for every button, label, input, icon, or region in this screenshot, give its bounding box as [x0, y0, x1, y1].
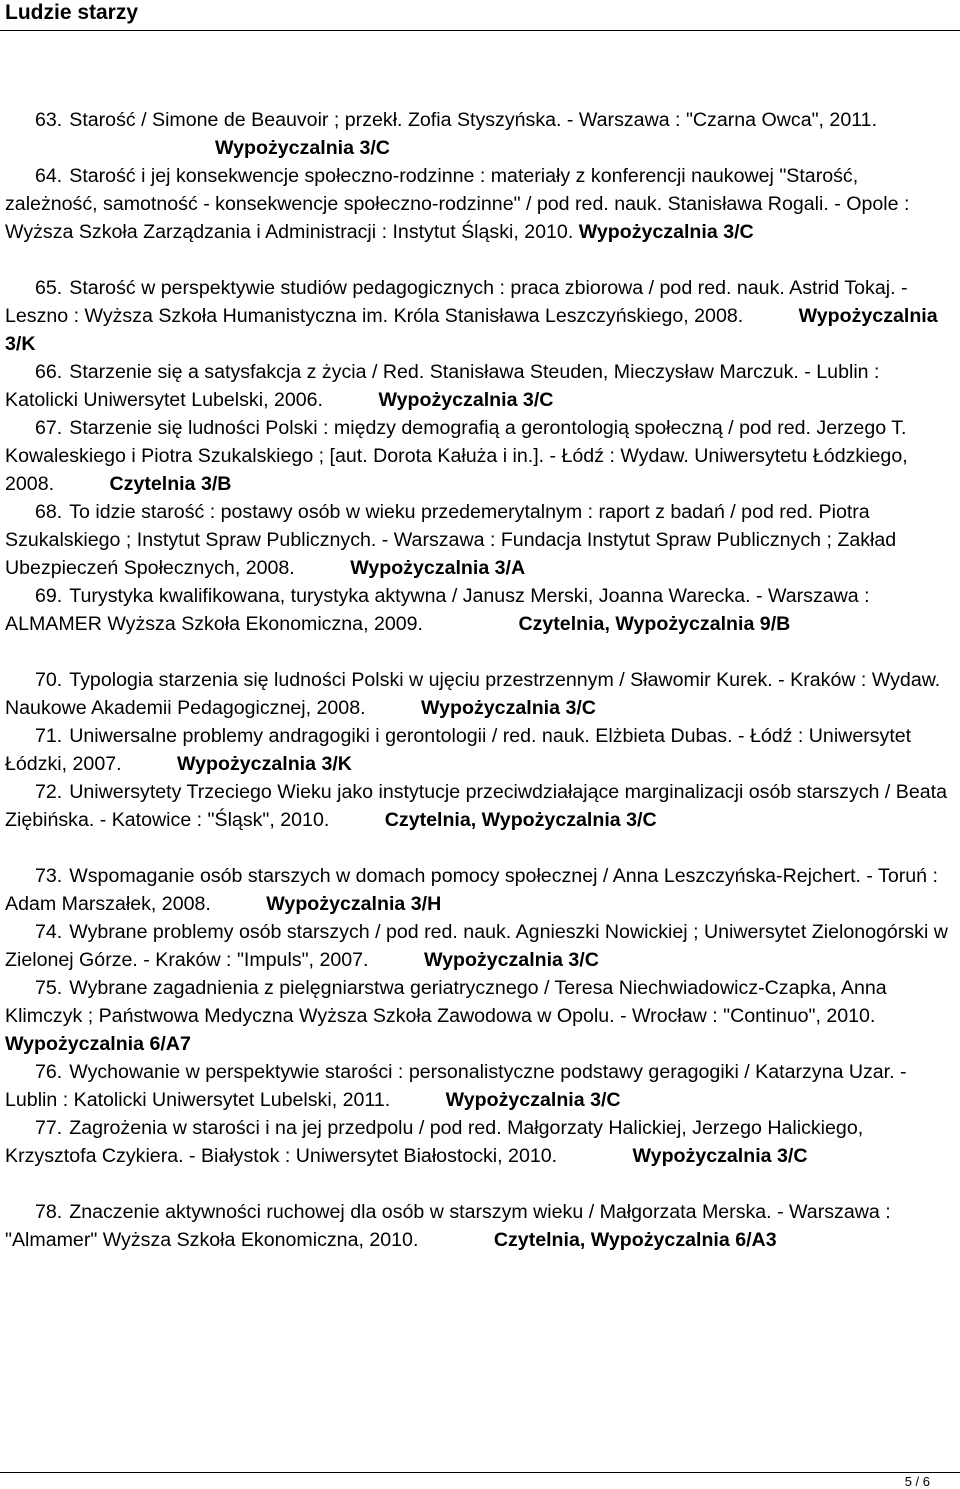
bibliography-entry — [5, 918, 950, 974]
entry-text: To idzie starość : postawy osób w wieku przedemerytalnym : raport z badań / pod red. Piotra Szukalskiego ; Instytut Spraw Publicznych. - Warszawa : Fundacja Instytut Spraw Publicznych ; Zakład Ubezpieczeń Społecznych, 2008. — [5, 501, 897, 579]
entry-location: Wypożyczalnia 3/C — [578, 221, 754, 243]
entry-location: Wypożyczalnia 3/K — [177, 753, 352, 775]
footer-divider — [0, 1472, 960, 1473]
entry-text: Turystyka kwalifikowana, turystyka aktywna / Janusz Merski, Joanna Warecka. - Warszawa : ALMAMER Wyższa Szkoła Ekonomiczna, 2009. — [5, 585, 870, 635]
bibliography-entry — [5, 862, 950, 918]
bibliography-list — [5, 106, 950, 1254]
entry-location: Wypożyczalnia 3/C — [215, 137, 390, 159]
entry-number: 76. — [35, 1061, 63, 1083]
bibliography-entry — [5, 666, 950, 722]
entry-number: 66. — [35, 361, 63, 383]
entry-number: 77. — [35, 1117, 63, 1139]
entry-text: Znaczenie aktywności ruchowej dla osób w starszym wieku / Małgorzata Merska. - Warszawa : "Almamer" Wyższa Szkoła Ekonomiczna, 2010. — [5, 1201, 891, 1251]
bibliography-entry — [5, 722, 950, 778]
entry-location: Wypożyczalnia 3/C — [445, 1089, 621, 1111]
entry-location: Wypożyczalnia 3/C — [421, 697, 596, 719]
bibliography-entry — [5, 106, 950, 162]
entry-number: 72. — [35, 781, 63, 803]
entry-number: 71. — [35, 725, 63, 747]
entry-text: Wspomaganie osób starszych w domach pomocy społecznej / Anna Leszczyńska-Rejchert. - Toruń : Adam Marszałek, 2008. — [5, 865, 938, 915]
bibliography-entry — [5, 1198, 950, 1254]
entry-location: Wypożyczalnia 3/C — [378, 389, 554, 411]
entry-text: Uniwersalne problemy andragogiki i gerontologii / red. nauk. Elżbieta Dubas. - Łódź : Uniwersytet Łódzki, 2007. — [5, 725, 912, 775]
entry-location: Czytelnia, Wypożyczalnia 9/B — [518, 613, 791, 635]
entry-number: 69. — [35, 585, 63, 607]
entry-location: Czytelnia 3/B — [109, 473, 232, 495]
bibliography-entry — [5, 358, 950, 414]
entry-number: 64. — [35, 165, 63, 187]
bibliography-entry — [5, 1058, 950, 1114]
entry-number: 70. — [35, 669, 63, 691]
entry-number: 65. — [35, 277, 63, 299]
bibliography-entry — [5, 162, 950, 246]
entry-location: Czytelnia, Wypożyczalnia 6/A3 — [493, 1229, 777, 1251]
entry-number: 73. — [35, 865, 63, 887]
document-title: Ludzie starzy — [5, 1, 139, 24]
entry-text: Starość / Simone de Beauvoir ; przekł. Zofia Styszyńska. - Warszawa : "Czarna Owca", 2011. — [69, 109, 878, 131]
bibliography-entry — [5, 778, 950, 834]
bibliography-entry — [5, 1114, 950, 1170]
entry-location: Wypożyczalnia 3/K — [5, 305, 938, 355]
entry-number: 67. — [35, 417, 63, 439]
bibliography-entry — [5, 582, 950, 638]
entry-location: Wypożyczalnia 3/H — [266, 893, 442, 915]
entry-text: Starość i jej konsekwencje społeczno-rodzinne : materiały z konferencji naukowej "Starość, zależność, samotność - konsekwencje społeczno-rodzinne" / pod red. nauk. Stanisława Rogali. - Opole : Wyższa Szkoła Zarządzania i Administracji : Instytut Śląski, 2010. — [5, 165, 910, 243]
entry-text: Zagrożenia w starości i na jej przedpolu / pod red. Małgorzaty Halickiej, Jerzego Halickiego, Krzysztofa Czykiera. - Białystok : Uniwersytet Białostocki, 2010. — [5, 1117, 864, 1167]
entry-text: Wychowanie w perspektywie starości : personalistyczne podstawy geragogiki / Katarzyna Uzar. - Lublin : Katolicki Uniwersytet Lubelski, 2011. — [5, 1061, 907, 1111]
entry-text: Typologia starzenia się ludności Polski w ujęciu przestrzennym / Sławomir Kurek. - Kraków : Wydaw. Naukowe Akademii Pedagogicznej, 2008. — [5, 669, 941, 719]
entry-text: Wybrane zagadnienia z pielęgniarstwa geriatrycznego / Teresa Niechwiadowicz-Czapka, Anna Klimczyk ; Państwowa Medyczna Wyższa Szkoła Zawodowa w Opolu. - Wrocław : "Continuo", 2010. — [5, 977, 887, 1027]
bibliography-entry — [5, 414, 950, 498]
entry-text: Uniwersytety Trzeciego Wieku jako instytucje przeciwdziałające marginalizacji osób starszych / Beata Ziębińska. - Katowice : "Śląsk", 2010. — [5, 781, 947, 831]
entry-number: 75. — [35, 977, 63, 999]
entry-text: Wybrane problemy osób starszych / pod red. nauk. Agnieszki Nowickiej ; Uniwersytet Zielonogórski w Zielonej Górze. - Kraków : "Impuls", 2007. — [5, 921, 948, 971]
page-number: 5 / 6 — [904, 1474, 930, 1489]
bibliography-entry — [5, 974, 950, 1058]
entry-location: Wypożyczalnia 6/A7 — [5, 1033, 191, 1055]
bibliography-entry — [5, 498, 950, 582]
entry-location: Czytelnia, Wypożyczalnia 3/C — [384, 809, 657, 831]
entry-number: 63. — [35, 109, 63, 131]
entry-text: Starzenie się ludności Polski : między demografią a gerontologią społeczną / pod red. Jerzego T. Kowaleskiego i Piotra Szukalskiego ; [aut. Dorota Kałuża i in.]. - Łódź : Wydaw. Uniwersytetu Łódzkiego, 2008. — [5, 417, 908, 495]
entry-location: Wypożyczalnia 3/C — [632, 1145, 808, 1167]
entry-location: Wypożyczalnia 3/C — [423, 949, 599, 971]
entry-location: Wypożyczalnia 3/A — [350, 557, 526, 579]
entry-number: 68. — [35, 501, 63, 523]
entry-text: Starzenie się a satysfakcja z życia / Red. Stanisława Steuden, Mieczysław Marczuk. - Lublin : Katolicki Uniwersytet Lubelski, 2006. — [5, 361, 880, 411]
page-header — [0, 0, 960, 31]
entry-text: Starość w perspektywie studiów pedagogicznych : praca zbiorowa / pod red. nauk. Astrid Tokaj. - Leszno : Wyższa Szkoła Humanistyczna im. Króla Stanisława Leszczyńskiego, 2008. — [5, 277, 908, 327]
entry-number: 78. — [35, 1201, 63, 1223]
bibliography-entry — [5, 274, 950, 358]
entry-number: 74. — [35, 921, 63, 943]
